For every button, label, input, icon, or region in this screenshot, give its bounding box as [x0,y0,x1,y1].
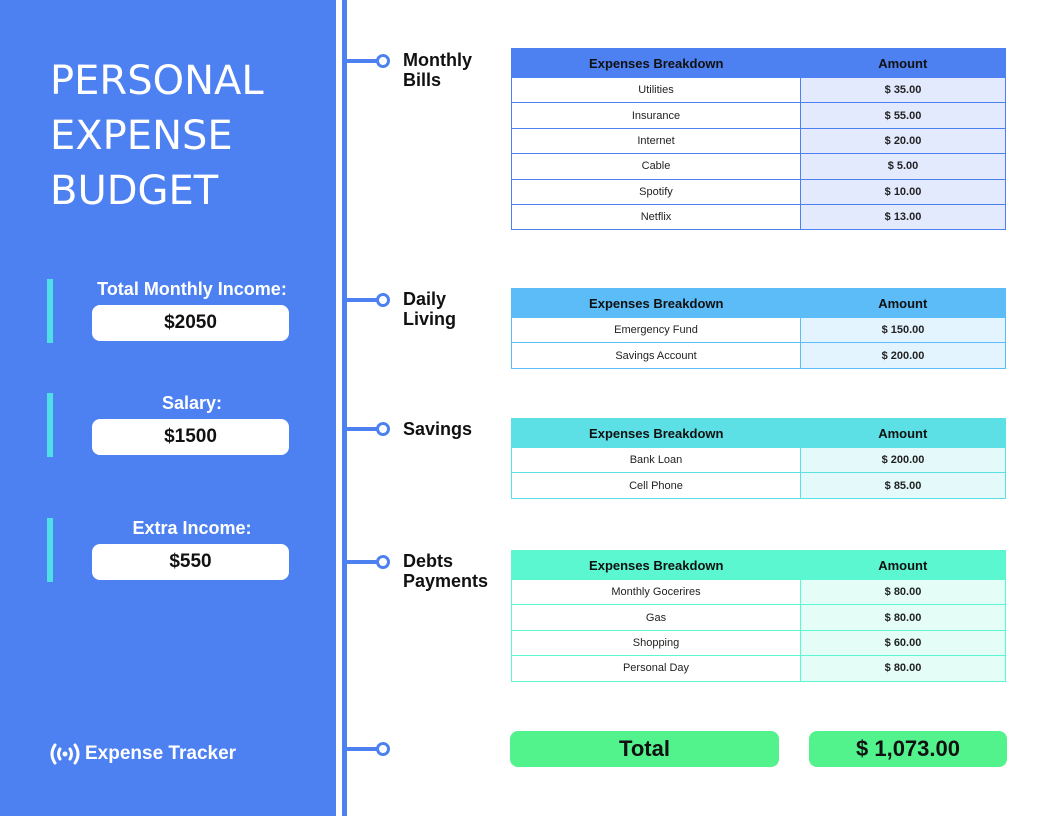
expense-name: Emergency Fund [512,318,801,343]
accent-bar [47,279,53,343]
expense-amount: $ 85.00 [801,473,1006,498]
expense-name: Shopping [512,630,801,655]
section-title [403,289,456,329]
table-header [512,419,1006,448]
income-label: Total Monthly Income: [97,279,287,299]
timeline-node-icon [376,54,390,68]
table-row [512,473,1006,498]
expense-name: Cable [512,154,801,179]
timeline-node-icon [376,555,390,569]
income-label: Extra Income: [132,518,252,538]
expense-amount: $ 13.00 [801,204,1006,229]
accent-bar [47,393,53,457]
expense-table [511,418,1006,499]
expense-amount: $ 80.00 [801,656,1006,681]
expense-amount: $ 150.00 [801,318,1006,343]
expense-name: Utilities [512,78,801,103]
expense-amount: $ 35.00 [801,78,1006,103]
expense-amount: $ 200.00 [801,343,1006,368]
table-row [512,179,1006,204]
table-row [512,318,1006,343]
section-title-line: Daily [403,289,447,309]
expense-amount: $ 80.00 [801,580,1006,605]
section-title-line: Living [403,309,456,329]
income-label: Salary: [161,393,223,413]
section-title-line: Monthly [403,50,472,70]
table-header [512,289,1006,318]
timeline-connector [346,427,378,431]
expense-name: Netflix [512,204,801,229]
expense-table [511,550,1006,682]
expense-name: Gas [512,605,801,630]
table-header [512,49,1006,78]
section-title [403,551,488,591]
table-row [512,580,1006,605]
expense-amount: $ 10.00 [801,179,1006,204]
section-title-line: Bills [403,70,442,90]
header-breakdown: Expenses Breakdown [589,425,724,441]
expense-amount: $ 60.00 [801,630,1006,655]
sidebar [0,0,336,816]
table-row [512,656,1006,681]
expense-amount: $ 200.00 [801,448,1006,473]
table-row [512,448,1006,473]
header-amount: Amount [878,55,928,71]
total-value: $ 1,073.00 [809,731,1007,767]
income-value: $2050 [92,305,289,341]
page-title: PERSONAL EXPENSE BUDGET [50,58,264,214]
expense-name: Internet [512,128,801,153]
table-row [512,103,1006,128]
timeline-line [342,0,347,816]
header-amount: Amount [878,425,928,441]
income-value: $550 [92,544,289,580]
header-breakdown: Expenses Breakdown [589,55,724,71]
header-breakdown: Expenses Breakdown [589,295,724,311]
section-title [403,419,472,439]
table-row [512,128,1006,153]
header-breakdown: Expenses Breakdown [589,557,724,573]
expense-table [511,288,1006,369]
accent-bar [47,518,53,582]
section-title [403,50,472,90]
table-row [512,605,1006,630]
table-row [512,204,1006,229]
table-row [512,630,1006,655]
timeline-node-icon [376,293,390,307]
expense-amount: $ 80.00 [801,605,1006,630]
header-amount: Amount [878,557,928,573]
timeline-connector [346,747,378,751]
expense-amount: $ 20.00 [801,128,1006,153]
table-row [512,78,1006,103]
income-value: $1500 [92,419,289,455]
total-label: Total [510,731,779,767]
timeline-node-icon [376,742,390,756]
brand-logo [49,742,236,766]
table-row [512,343,1006,368]
section-title-line: Payments [403,571,489,591]
header-amount: Amount [878,295,928,311]
brand-name: Expense Tracker [85,743,237,764]
expense-amount: $ 5.00 [801,154,1006,179]
section-title-line: Debts [403,551,454,571]
section-title-line: Savings [403,419,473,439]
expense-table [511,48,1006,230]
expense-name: Insurance [512,103,801,128]
expense-name: Spotify [512,179,801,204]
expense-name: Bank Loan [512,448,801,473]
expense-name: Savings Account [512,343,801,368]
timeline-connector [346,59,378,63]
timeline-connector [346,560,378,564]
timeline-node-icon [376,422,390,436]
expense-name: Personal Day [512,656,801,681]
broadcast-icon [49,742,81,766]
table-row [512,154,1006,179]
timeline-connector [346,298,378,302]
expense-name: Monthly Gocerires [512,580,801,605]
expense-name: Cell Phone [512,473,801,498]
expense-amount: $ 55.00 [801,103,1006,128]
table-header [512,551,1006,580]
